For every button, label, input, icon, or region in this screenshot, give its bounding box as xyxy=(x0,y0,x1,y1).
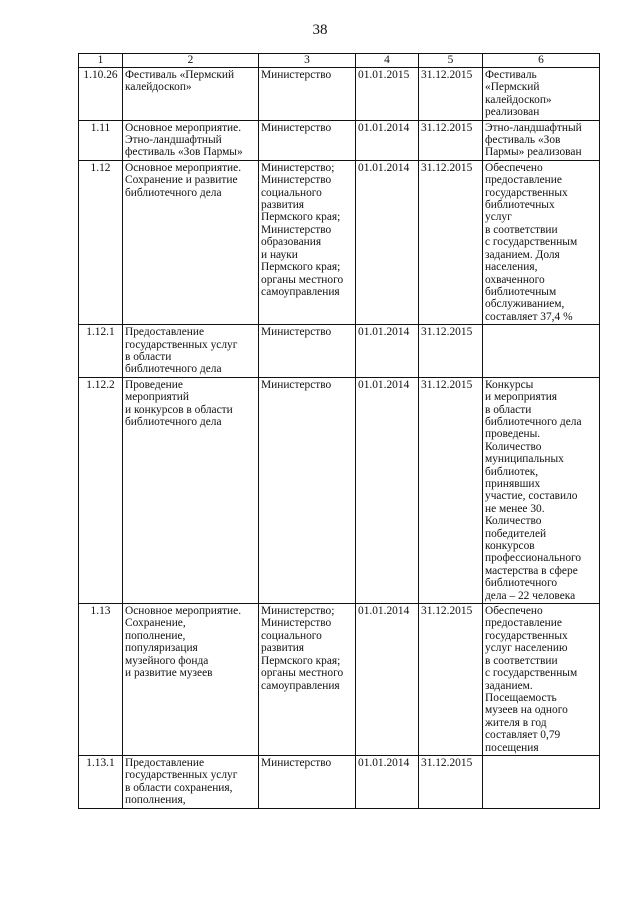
cell-result-line: в соответствии xyxy=(485,223,558,236)
cell-result-line: предоставление xyxy=(485,617,562,630)
cell-executor xyxy=(259,68,356,121)
cell-activity-line: пополнения, xyxy=(125,794,186,807)
table-row xyxy=(79,68,600,121)
cell-activity xyxy=(123,755,259,808)
col-header-6: 6 xyxy=(483,54,600,68)
cell-result-line: музеев на одного xyxy=(485,704,568,717)
cell-result-line: победителей xyxy=(485,527,547,540)
cell-activity-line: Предоставление xyxy=(125,756,205,769)
cell-activity-line: государственных услуг xyxy=(125,338,238,351)
cell-result-line: Конкурсы xyxy=(485,378,534,391)
cell-activity-line: и конкурсов в области xyxy=(125,403,233,416)
cell-activity xyxy=(123,120,259,160)
table-row xyxy=(79,120,600,160)
cell-result-line: жителя в год xyxy=(485,716,547,729)
cell-executor-line: и науки xyxy=(261,248,298,261)
col-header-3: 3 xyxy=(259,54,356,68)
cell-result-line: составляет 37,4 % xyxy=(485,310,573,323)
cell-activity xyxy=(123,160,259,324)
header-row xyxy=(79,54,600,68)
cell-end-date: 31.12.2015 xyxy=(419,377,483,603)
cell-result-line: населения, xyxy=(485,261,538,274)
cell-result-line: «Пермский xyxy=(485,81,540,94)
cell-end-date: 31.12.2015 xyxy=(419,604,483,756)
cell-result-line: калейдоскоп» xyxy=(485,93,552,106)
cell-number: 1.12.2 xyxy=(79,377,123,603)
cell-activity-line: Этно-ландшафтный xyxy=(125,134,222,147)
cell-activity-line: музейного фонда xyxy=(125,654,209,667)
cell-result-line: с государственным xyxy=(485,236,578,249)
cell-executor xyxy=(259,377,356,603)
cell-result-line: государственных xyxy=(485,629,568,642)
cell-executor-line: Министерство xyxy=(261,121,332,134)
cell-end-date: 31.12.2015 xyxy=(419,755,483,808)
cell-result-line: библиотечного xyxy=(485,577,558,590)
cell-end-date: 31.12.2015 xyxy=(419,160,483,324)
cell-activity-line: Проведение xyxy=(125,378,183,391)
cell-executor-line: органы местного xyxy=(261,273,344,286)
cell-executor xyxy=(259,120,356,160)
cell-executor-line: Министерство xyxy=(261,326,332,339)
page-number: 38 xyxy=(312,22,328,38)
cell-executor xyxy=(259,755,356,808)
cell-result-line: библиотечным xyxy=(485,285,557,298)
table-row xyxy=(79,755,600,808)
cell-executor-line: развития xyxy=(261,642,305,655)
cell-activity-line: библиотечного дела xyxy=(125,363,222,376)
cell-result xyxy=(483,325,600,378)
cell-result xyxy=(483,160,600,324)
cell-result-line: Фестиваль xyxy=(485,69,537,81)
cell-number: 1.12.1 xyxy=(79,325,123,378)
cell-activity-line: Основное мероприятие. xyxy=(125,121,242,134)
cell-result-line: Количество xyxy=(485,440,542,453)
cell-executor-line: Пермского края; xyxy=(261,261,341,274)
table-row xyxy=(79,604,600,756)
cell-activity-line: Сохранение и развитие xyxy=(125,174,238,187)
cell-result xyxy=(483,377,600,603)
cell-activity-line: библиотечного дела xyxy=(125,415,222,428)
cell-activity xyxy=(123,68,259,121)
cell-result-line: посещения xyxy=(485,741,539,754)
cell-result-line: Обеспечено xyxy=(485,605,543,618)
cell-result-line: Пармы» реализован xyxy=(485,146,582,159)
col-header-5: 5 xyxy=(419,54,483,68)
cell-result-line: библиотек, xyxy=(485,465,539,478)
cell-executor-line: Министерство xyxy=(261,69,332,81)
cell-activity-line: в области xyxy=(125,350,172,363)
cell-activity-line: калейдоскоп» xyxy=(125,81,192,94)
cell-result-line: с государственным xyxy=(485,667,578,680)
cell-result-line: заданием. Доля xyxy=(485,248,560,261)
cell-result-line: не менее 30. xyxy=(485,502,545,515)
table-row xyxy=(79,160,600,324)
table-row xyxy=(79,325,600,378)
cell-result-line: принявших xyxy=(485,478,541,490)
cell-result-line: конкурсов xyxy=(485,540,535,553)
cell-activity xyxy=(123,604,259,756)
cell-result-line: муниципальных xyxy=(485,453,564,466)
cell-result xyxy=(483,604,600,756)
cell-activity-line: библиотечного дела xyxy=(125,186,222,199)
cell-activity-line: фестиваль «Зов Пармы» xyxy=(125,146,243,159)
cell-executor-line: Министерство xyxy=(261,174,332,187)
cell-result-line: Этно-ландшафтный xyxy=(485,121,582,134)
cell-result-line: услуг xyxy=(485,211,512,224)
cell-activity-line: в области сохранения, xyxy=(125,781,233,794)
cell-number: 1.10.26 xyxy=(79,68,123,121)
cell-result xyxy=(483,68,600,121)
cell-result xyxy=(483,755,600,808)
cell-activity-line: Фестиваль «Пермский xyxy=(125,69,235,81)
cell-executor xyxy=(259,160,356,324)
cell-executor-line: Пермского края; xyxy=(261,654,341,667)
cell-executor-line: Пермского края; xyxy=(261,211,341,224)
cell-result-line: библиотечного дела xyxy=(485,415,582,428)
cell-activity xyxy=(123,377,259,603)
cell-executor-line: Министерство; xyxy=(261,161,335,174)
cell-result-line: составляет 0,79 xyxy=(485,729,561,742)
cell-result-line: Посещаемость xyxy=(485,691,557,704)
cell-activity-line: Предоставление xyxy=(125,326,205,339)
cell-result-line: в области xyxy=(485,403,532,416)
cell-activity-line: популяризация xyxy=(125,642,198,655)
cell-start-date: 01.01.2014 xyxy=(356,160,419,324)
cell-executor-line: Министерство xyxy=(261,617,332,630)
cell-result xyxy=(483,120,600,160)
cell-start-date: 01.01.2014 xyxy=(356,604,419,756)
cell-start-date: 01.01.2015 xyxy=(356,68,419,121)
cell-executor-line: Министерство xyxy=(261,223,332,236)
cell-executor-line: социального xyxy=(261,629,322,642)
cell-result-line: предоставление xyxy=(485,174,562,187)
cell-result-line: библиотечных xyxy=(485,199,555,212)
cell-end-date: 31.12.2015 xyxy=(419,120,483,160)
cell-executor xyxy=(259,604,356,756)
cell-result-line: Обеспечено xyxy=(485,161,543,174)
cell-start-date: 01.01.2014 xyxy=(356,325,419,378)
cell-result-line: участие, составило xyxy=(485,490,578,503)
cell-result-line: проведены. xyxy=(485,428,541,441)
cell-result-line: дела – 22 человека xyxy=(485,589,576,602)
cell-executor-line: самоуправления xyxy=(261,679,340,692)
cell-executor xyxy=(259,325,356,378)
cell-executor-line: органы местного xyxy=(261,667,344,680)
col-header-4: 4 xyxy=(356,54,419,68)
cell-result-line: услуг населению xyxy=(485,642,568,655)
cell-executor-line: Министерство xyxy=(261,756,332,769)
cell-executor-line: развития xyxy=(261,199,305,212)
cell-end-date: 31.12.2015 xyxy=(419,325,483,378)
cell-activity-line: мероприятий xyxy=(125,391,189,404)
cell-executor-line: Министерство; xyxy=(261,605,335,618)
cell-activity-line: Основное мероприятие. xyxy=(125,161,242,174)
cell-activity-line: Основное мероприятие. xyxy=(125,605,242,618)
cell-result-line: обслуживанием, xyxy=(485,298,565,311)
cell-result-line: государственных xyxy=(485,186,568,199)
cell-start-date: 01.01.2014 xyxy=(356,755,419,808)
col-header-1: 1 xyxy=(79,54,123,68)
cell-number: 1.11 xyxy=(79,120,123,160)
cell-executor-line: Министерство xyxy=(261,378,332,391)
cell-start-date: 01.01.2014 xyxy=(356,377,419,603)
cell-end-date: 31.12.2015 xyxy=(419,68,483,121)
cell-result-line: охваченного xyxy=(485,273,545,286)
cell-result-line: и мероприятия xyxy=(485,391,558,404)
cell-number: 1.13 xyxy=(79,604,123,756)
cell-result-line: в соответствии xyxy=(485,654,558,667)
cell-result-line: фестиваль «Зов xyxy=(485,134,561,147)
cell-result-line: заданием. xyxy=(485,679,533,692)
cell-result-line: мастерства в сфере xyxy=(485,564,578,577)
cell-result-line: Количество xyxy=(485,515,542,528)
cell-activity-line: Сохранение, xyxy=(125,617,186,630)
cell-activity xyxy=(123,325,259,378)
col-header-2: 2 xyxy=(123,54,259,68)
cell-activity-line: государственных услуг xyxy=(125,769,238,782)
cell-number: 1.13.1 xyxy=(79,755,123,808)
program-table xyxy=(78,53,600,809)
cell-activity-line: и развитие музеев xyxy=(125,667,213,680)
cell-executor-line: образования xyxy=(261,236,322,249)
cell-executor-line: социального xyxy=(261,186,322,199)
cell-result-line: реализован xyxy=(485,106,540,119)
cell-executor-line: самоуправления xyxy=(261,285,340,298)
cell-activity-line: пополнение, xyxy=(125,629,186,642)
cell-number: 1.12 xyxy=(79,160,123,324)
cell-start-date: 01.01.2014 xyxy=(356,120,419,160)
table-row xyxy=(79,377,600,603)
cell-result-line: профессионального xyxy=(485,552,582,565)
